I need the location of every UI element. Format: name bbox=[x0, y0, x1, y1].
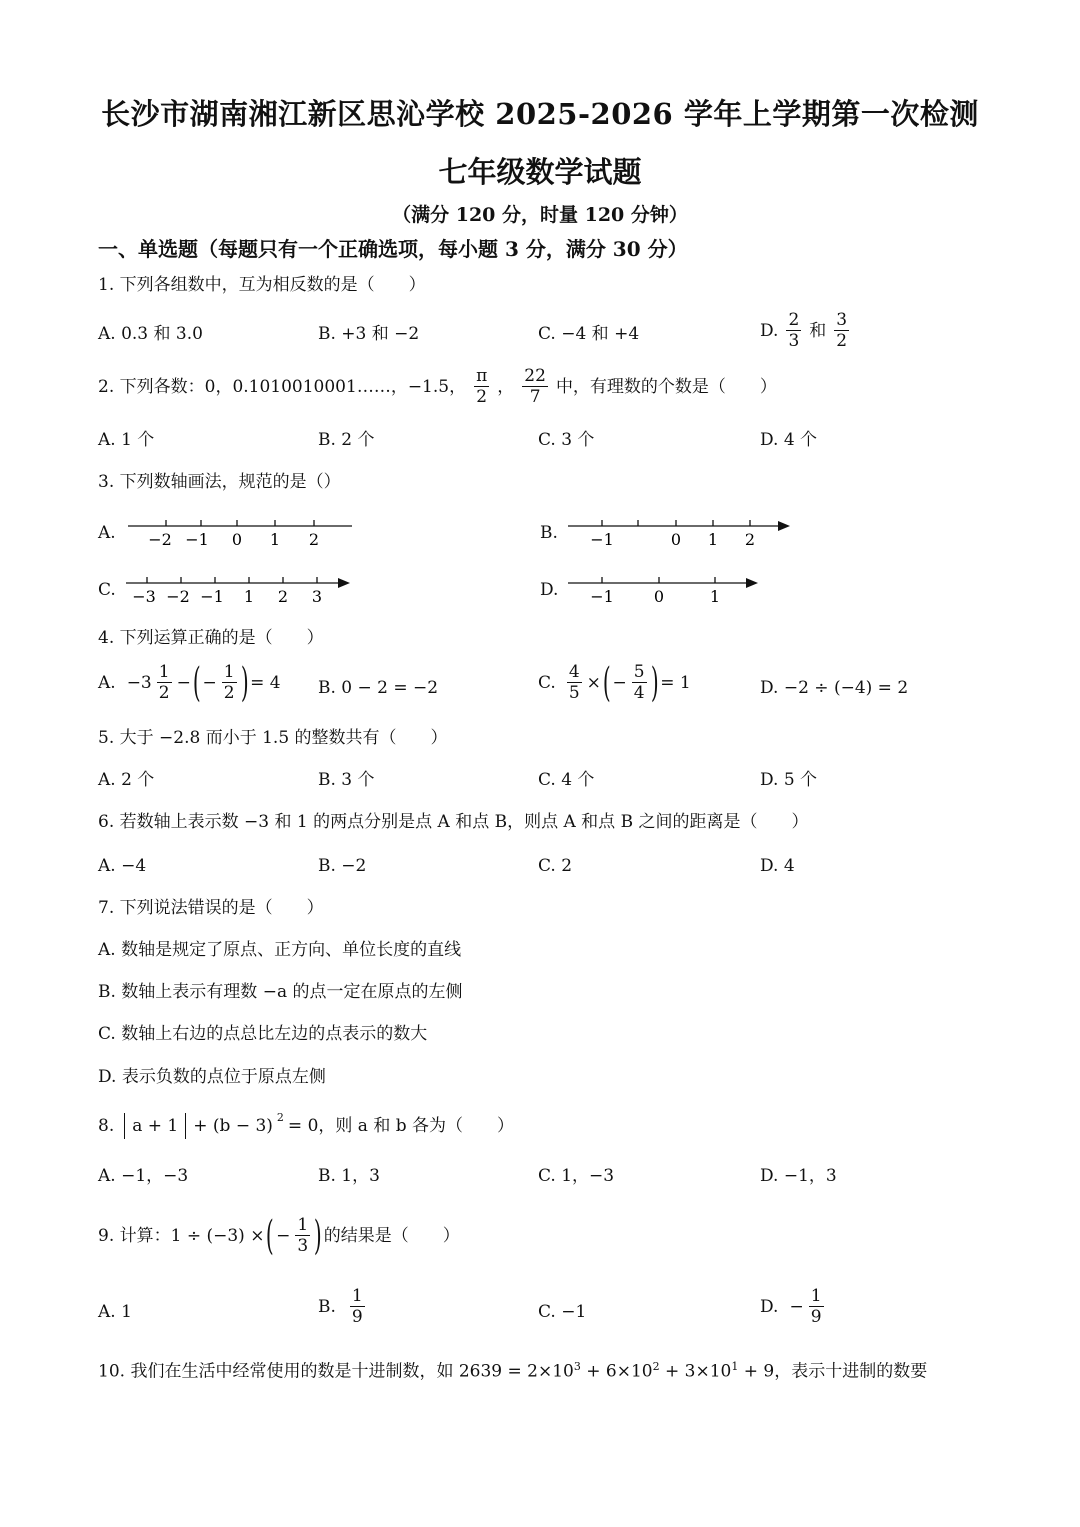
q1-option-c: C. −4 和 +4 bbox=[538, 324, 640, 344]
exam-subtitle: 七年级数学试题 bbox=[438, 155, 642, 189]
q6-option-d: D. 4 bbox=[760, 856, 795, 876]
q3-option-d-label: D. bbox=[540, 580, 559, 600]
q2-option-d: D. 4 个 bbox=[760, 430, 818, 450]
q8-abs-expr: a + 1 bbox=[132, 1116, 179, 1136]
q3-option-b-label: B. bbox=[540, 523, 558, 543]
q9-option-c: C. −1 bbox=[538, 1302, 587, 1322]
question-9-stem: 9. 计算：1 ÷ (−3) × ( − $\frac{1}{3}$ ) 的结果是（ ） bbox=[98, 1212, 460, 1259]
q4-a-label: A. bbox=[98, 672, 116, 693]
tick-label: −1 bbox=[590, 530, 614, 549]
q1-d-label: D. bbox=[760, 320, 779, 341]
q4-c-label: C. bbox=[538, 672, 556, 693]
question-3-stem: 3. 下列数轴画法，规范的是（） bbox=[98, 472, 341, 492]
q8-option-d: D. −1，3 bbox=[760, 1166, 837, 1186]
q8-option-b: B. 1，3 bbox=[318, 1166, 380, 1186]
tick-label: −1 bbox=[590, 587, 614, 606]
question-6-stem: 6. 若数轴上表示数 −3 和 1 的两点分别是点 A 和点 B，则点 A 和点 B 之间的距离是（ ） bbox=[98, 812, 809, 832]
fraction: $\frac{3}{2}$ bbox=[836, 310, 848, 351]
q2-stem-part2: 中，有理数的个数是（ ） bbox=[555, 376, 777, 397]
tick-label: 1 bbox=[243, 587, 255, 606]
q2-stem-part1: 2. 下列各数：0，0.1010010001……，−1.5， bbox=[98, 376, 467, 397]
q2-option-c: C. 3 个 bbox=[538, 430, 595, 450]
q4-option-b: B. 0 − 2 = −2 bbox=[318, 678, 439, 698]
q6-option-c: C. 2 bbox=[538, 856, 573, 876]
q9-option-b bbox=[318, 1286, 367, 1327]
q9-stem-post: 的结果是（ ） bbox=[323, 1225, 460, 1246]
q7-option-b: B. 数轴上表示有理数 −a 的点一定在原点的左侧 bbox=[98, 982, 463, 1002]
q5-option-c: C. 4 个 bbox=[538, 770, 595, 790]
tick-label: 2 bbox=[744, 530, 756, 549]
fraction: $\frac{1}{9}$ bbox=[810, 1286, 822, 1327]
q6-option-a: A. −4 bbox=[98, 856, 147, 876]
tick-label: −1 bbox=[200, 587, 224, 606]
tick-label: 0 bbox=[670, 530, 682, 549]
q6-option-b: B. −2 bbox=[318, 856, 367, 876]
tick-label: −1 bbox=[185, 530, 209, 549]
q7-option-c: C. 数轴上右边的点总比左边的点表示的数大 bbox=[98, 1024, 428, 1044]
q3-option-a-label: A. bbox=[98, 523, 116, 543]
tick-label: 0 bbox=[653, 587, 665, 606]
q2-sep: ， bbox=[497, 376, 515, 397]
q1-option-b: B. +3 和 −2 bbox=[318, 324, 420, 344]
q9-d-label: D. bbox=[760, 1296, 779, 1317]
tick-label: 0 bbox=[231, 530, 243, 549]
q8-square-expr: + (b − 3) bbox=[193, 1116, 273, 1136]
tick-label: −3 bbox=[132, 587, 156, 606]
q9-stem-pre: 9. 计算：1 ÷ (−3) × bbox=[98, 1225, 265, 1246]
q5-option-d: D. 5 个 bbox=[760, 770, 818, 790]
q8-option-a: A. −1，−3 bbox=[98, 1166, 189, 1186]
question-1-stem: 1. 下列各组数中，互为相反数的是（ ） bbox=[98, 275, 426, 295]
question-10-stem: 10. 我们在生活中经常使用的数是十进制数，如 $2639 = 2\times 10^3 + 6\times 10^2 + 3\times 10^1 + 9$，表示十进制的数要 bbox=[98, 1360, 928, 1382]
exam-title: 长沙市湖南湘江新区思沁学校 2025-2026 学年上学期第一次检测 bbox=[101, 97, 979, 131]
tick-label: 2 bbox=[277, 587, 289, 606]
number-line-b bbox=[562, 512, 794, 552]
question-5-stem: 5. 大于 −2.8 而小于 1.5 的整数共有（ ） bbox=[98, 728, 448, 748]
question-2-stem bbox=[98, 366, 777, 407]
tick-label: 1 bbox=[709, 587, 721, 606]
q9-option-a: A. 1 bbox=[98, 1302, 132, 1322]
exam-note: （满分 120 分，时量 120 分钟） bbox=[392, 204, 688, 226]
fraction: $\frac{1}{2}$ bbox=[158, 662, 170, 703]
q8-option-c: C. 1，−3 bbox=[538, 1166, 615, 1186]
tick-label: −2 bbox=[166, 587, 190, 606]
q9-b-label: B. bbox=[318, 1296, 336, 1317]
fraction: $\frac{2}{3}$ bbox=[788, 310, 800, 351]
question-7-stem: 7. 下列说法错误的是（ ） bbox=[98, 898, 324, 918]
q7-option-a: A. 数轴是规定了原点、正方向、单位长度的直线 bbox=[98, 940, 462, 960]
number-line-d bbox=[562, 569, 766, 609]
q9-option-d: D. − $\frac{1}{9}$ bbox=[760, 1286, 822, 1327]
q8-stem-rest: = 0，则 a 和 b 各为（ ） bbox=[287, 1116, 515, 1136]
tick-label: −2 bbox=[148, 530, 172, 549]
q5-option-a: A. 2 个 bbox=[98, 770, 155, 790]
tick-label: 1 bbox=[269, 530, 281, 549]
q4-option-c: C. $\frac{4}{5}$ × ( − $\frac{5}{4}$ ) = 1 bbox=[538, 659, 691, 706]
q1-d-mid: 和 bbox=[809, 320, 827, 341]
fraction: $\frac{\pi}{2}$ bbox=[476, 366, 488, 407]
question-8-stem: 8. a + 1 + (b − 3) $^2$ = 0，则 a 和 b 各为（ ） bbox=[98, 1113, 514, 1139]
q5-option-b: B. 3 个 bbox=[318, 770, 375, 790]
q8-number: 8. bbox=[98, 1116, 115, 1136]
q1-option-d bbox=[760, 310, 851, 351]
section-heading: 一、单选题（每题只有一个正确选项，每小题 3 分，满分 30 分） bbox=[98, 237, 688, 261]
question-4-stem: 4. 下列运算正确的是（ ） bbox=[98, 628, 324, 648]
fraction: $\frac{5}{4}$ bbox=[633, 662, 645, 703]
number-line-c bbox=[120, 569, 360, 609]
q3-option-c-label: C. bbox=[98, 580, 116, 600]
q2-option-a: A. 1 个 bbox=[98, 430, 155, 450]
fraction: $\frac{1}{3}$ bbox=[297, 1215, 309, 1256]
fraction: $\frac{1}{2}$ bbox=[223, 662, 235, 703]
q2-option-b: B. 2 个 bbox=[318, 430, 375, 450]
fraction: $\frac{22}{7}$ bbox=[524, 366, 546, 407]
tick-label: 2 bbox=[308, 530, 320, 549]
q4-option-d: D. −2 ÷ (−4) = 2 bbox=[760, 678, 909, 698]
tick-label: 1 bbox=[707, 530, 719, 549]
q7-option-d: D. 表示负数的点位于原点左侧 bbox=[98, 1067, 326, 1087]
tick-label: 3 bbox=[311, 587, 323, 606]
fraction: $\frac{1}{9}$ bbox=[351, 1286, 363, 1327]
fraction: $\frac{4}{5}$ bbox=[568, 662, 580, 703]
q1-option-a: A. 0.3 和 3.0 bbox=[98, 324, 203, 344]
q4-option-a: A. −3 $\frac{1}{2}$ − ( − $\frac{1}{2}$ ) = 4 bbox=[98, 659, 281, 706]
number-line-a bbox=[120, 512, 360, 552]
